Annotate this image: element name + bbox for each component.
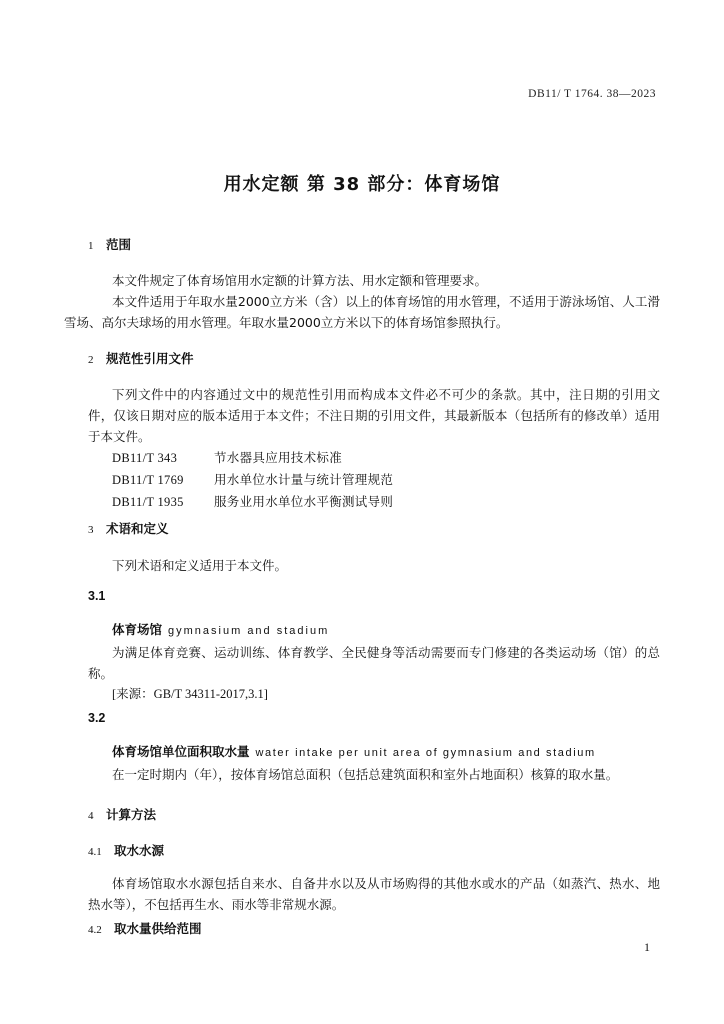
section-3 [88, 518, 660, 541]
section-2-body [88, 384, 660, 513]
term-3-1 [88, 586, 660, 705]
section-number: 3 [88, 524, 94, 536]
subsection-heading [88, 840, 660, 863]
section-title: 术语和定义 [106, 521, 169, 536]
section-2 [88, 348, 660, 371]
term-english: water intake per unit area of gymnasium and stadium [255, 747, 596, 759]
term-source: [来源：GB/T 34311-2017,3.1] [112, 687, 268, 701]
paragraph: 下列文件中的内容通过文中的规范性引用而构成本文件必不可少的条款。其中，注日期的引用文件，仅该日期对应的版本适用于本文件；不注日期的引用文件，其最新版本（包括所有的修改单）适用于本文件。 [88, 387, 660, 444]
paragraph: 本文件规定了体育场馆用水定额的计算方法、用水定额和管理要求。 [112, 273, 488, 288]
section-heading [88, 804, 660, 827]
paragraph: 下列术语和定义适用于本文件。 [112, 558, 288, 573]
term-name: 体育场馆单位面积取水量 [112, 744, 250, 759]
doc-code: DB11/ T 1764. 38—2023 [528, 88, 656, 100]
term-name: 体育场馆 [112, 622, 163, 637]
section-1-body [64, 270, 660, 333]
term-number: 3.1 [88, 589, 106, 603]
reference-name: 服务业用水单位水平衡测试导则 [214, 494, 394, 509]
document-title: 用水定额 第 38 部分：体育场馆 [223, 174, 501, 195]
subsection-heading [88, 918, 660, 941]
section-number: 2 [88, 354, 94, 366]
reference-code: DB11/T 343 [112, 451, 178, 465]
reference-item [88, 491, 660, 513]
term-heading [88, 619, 660, 642]
section-number: 4 [88, 810, 94, 822]
section-heading [88, 518, 660, 541]
paragraph: 体育场馆取水水源包括自来水、自备井水以及从市场购得的其他水或水的产品（如蒸汽、热水、地热水等），不包括再生水、雨水等非常规水源。 [88, 876, 660, 912]
term-number: 3.2 [88, 711, 106, 725]
term-heading [88, 741, 660, 764]
section-title: 计算方法 [106, 807, 157, 822]
subsection-4-2 [88, 918, 660, 941]
section-3-intro [88, 555, 660, 576]
paragraph: 本文件适用于年取水量2000立方米（含）以上的体育场馆的用水管理，不适用于游泳场馆、人工滑雪场、高尔夫球场的用水管理。年取水量2000立方米以下的体育场馆参照执行。 [64, 294, 660, 330]
section-4 [88, 804, 660, 827]
term-definition: 在一定时期内（年），按体育场馆总面积（包括总建筑面积和室外占地面积）核算的取水量。 [112, 767, 619, 782]
subsection-4-1 [88, 840, 660, 915]
subsection-number: 4.2 [88, 924, 102, 936]
subsection-title: 取水量供给范围 [114, 921, 202, 936]
reference-code: DB11/T 1935 [112, 495, 184, 509]
term-3-2 [88, 708, 660, 785]
reference-name: 用水单位水计量与统计管理规范 [214, 472, 394, 487]
reference-name: 节水器具应用技术标准 [214, 450, 343, 465]
term-definition: 为满足体育竞赛、运动训练、体育教学、全民健身等活动需要而专门修建的各类运动场（馆）的总称。 [88, 645, 660, 681]
term-english: gymnasium and stadium [168, 625, 330, 637]
section-title: 范围 [106, 237, 132, 252]
section-heading [88, 234, 660, 257]
subsection-number: 4.1 [88, 846, 102, 858]
section-number: 1 [88, 240, 94, 252]
section-heading [88, 348, 660, 371]
reference-code: DB11/T 1769 [112, 473, 184, 487]
section-title: 规范性引用文件 [106, 351, 194, 366]
page-number: 1 [644, 940, 650, 954]
section-1 [88, 234, 660, 257]
reference-item [88, 469, 660, 491]
reference-item [88, 447, 660, 469]
subsection-title: 取水水源 [114, 843, 165, 858]
